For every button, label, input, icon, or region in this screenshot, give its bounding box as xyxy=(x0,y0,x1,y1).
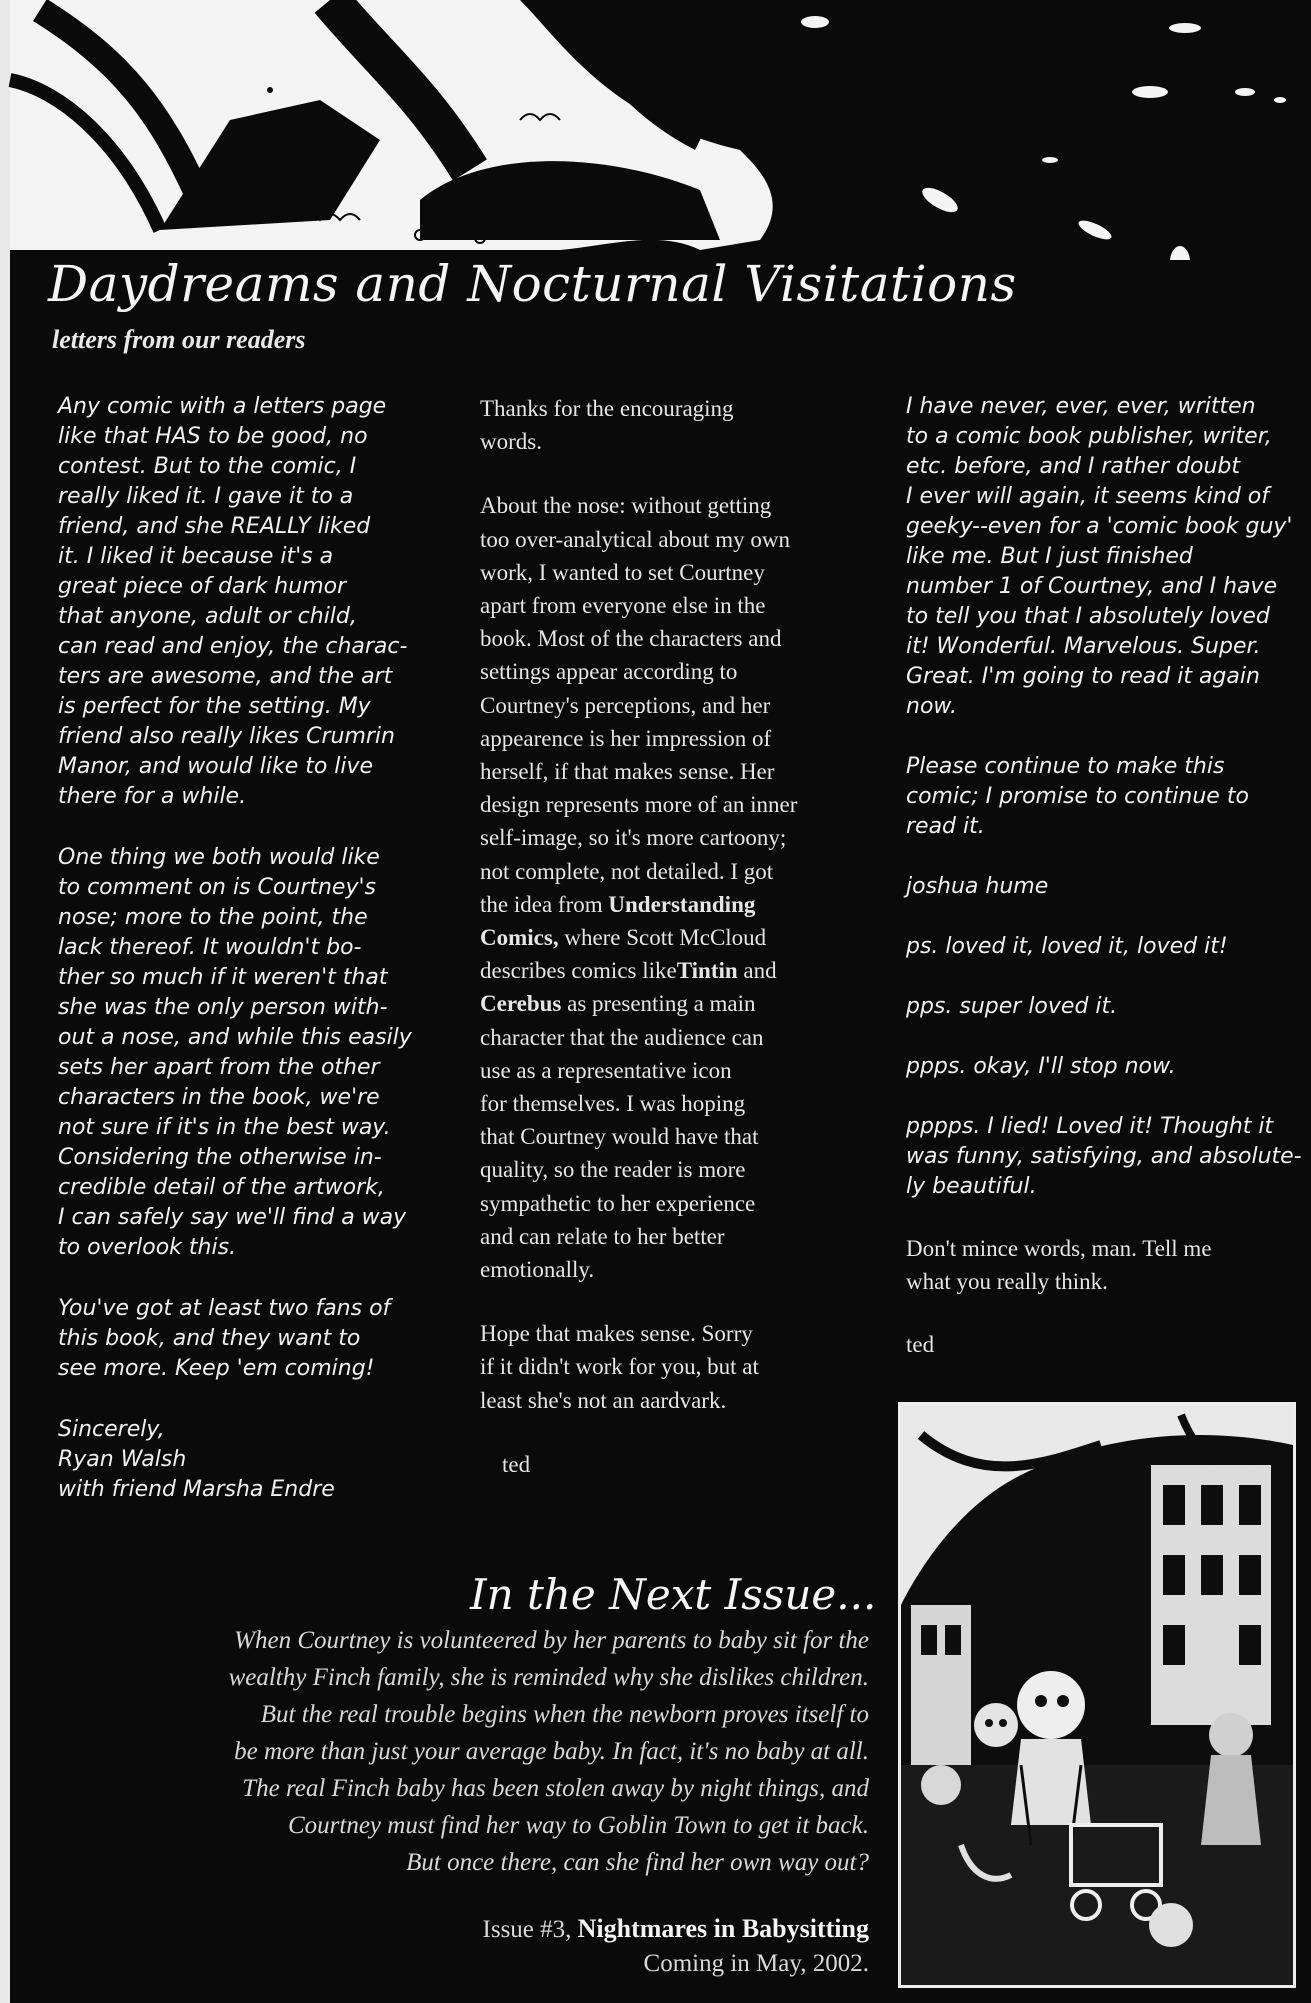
letter-paragraph: Please continue to make this comic; I promise to continue to read it. xyxy=(906,754,1249,839)
issue-label: Issue #3, xyxy=(482,1916,572,1943)
postscript: ppps. okay, I'll stop now. xyxy=(906,1054,1176,1079)
next-issue-blurb xyxy=(69,1622,869,1881)
letter-paragraph: I have never, ever, ever, written to a comic book publisher, writer, etc. before, and I rather doubt I ever will again, it seems kind of geeky--even for a 'comic book guy' like me. But I just finished number 1 of Courtney, and I have to tell you that I absolutely loved it! Wonderful. Marvelous. Super. Great. I'm going to read it again now. xyxy=(906,394,1293,719)
page-edge xyxy=(0,0,10,2003)
signature-name: joshua hume xyxy=(906,874,1049,899)
reply-paragraph: Don't mince words, man. Tell me what you really think. xyxy=(906,1236,1212,1294)
reply-text: About the nose: without getting too over-analytical about my own work, I wanted to set Courtney apart from everyone else in the book. Most of the characters and settings appear according to Courtney's perceptions, and her appearence is her impression of herself, if that makes sense. Her design represents more of an inner self-image, so it's more cartoony; not complete, not detailed. I got the idea from xyxy=(480,493,798,917)
blurb-line: But once there, can she find her own way out? xyxy=(406,1849,869,1876)
blurb-line: wealthy Finch family, she is reminded why she dislikes children. xyxy=(228,1664,869,1691)
reply-paragraph: Thanks for the encouraging words. xyxy=(480,396,734,455)
goblin-town-illustration-icon xyxy=(901,1405,1293,1985)
sign-off: Sincerely, xyxy=(58,1417,165,1442)
reply-signature: ted xyxy=(906,1332,935,1357)
blurb-line: The real Finch baby has been stolen away by night things, and xyxy=(242,1775,869,1802)
book-title: Cerebus xyxy=(480,991,562,1017)
postscript: pppps. I lied! Loved it! Thought it was funny, satisfying, and absolute- ly beautiful. xyxy=(906,1114,1302,1199)
letter-paragraph: Any comic with a letters page like that HAS to be good, no contest. But to the comic, I really liked it. I gave it to a friend, and she REALLY liked it. I liked it because it's a great piece of dark humor that anyone, adult or child, can read and enjoy, the charac- ters are awesome, and the art is perfect for the setting. My friend also really likes Crumrin Manor, and would like to live there for a while. xyxy=(58,394,408,809)
reply-paragraph xyxy=(480,489,880,1286)
blurb-line: Courtney must find her way to Goblin Town to get it back. xyxy=(287,1812,869,1839)
editor-reply-1 xyxy=(480,392,880,1512)
blurb-line: But the real trouble begins when the newborn proves itself to xyxy=(260,1701,869,1728)
signature-friend: with friend Marsha Endre xyxy=(58,1477,335,1502)
reply-text: and xyxy=(743,958,777,984)
postscript: ps. loved it, loved it, loved it! xyxy=(906,934,1228,959)
signature-name: Ryan Walsh xyxy=(58,1447,187,1472)
book-title: Tintin xyxy=(676,958,738,984)
release-date: Coming in May, 2002. xyxy=(643,1950,869,1977)
reply-signature: ted xyxy=(502,1451,531,1477)
page-title: Daydreams and Nocturnal Visitations xyxy=(48,255,1017,313)
goblin-town-panel xyxy=(898,1402,1296,1988)
book-title: Understanding Comics, xyxy=(480,891,756,951)
postscript: pps. super loved it. xyxy=(906,994,1118,1019)
letter-paragraph: One thing we both would like to comment on is Courtney's nose; more to the point, the lack thereof. It wouldn't bo- ther so much if it weren't that she was the only person with- out a nose, and while this easily sets her apart from the other characters in the book, we're not sure if it's in the best way. Considering the otherwise in- credible detail of the artwork, I can safely say we'll find a way to overlook this. xyxy=(58,845,412,1260)
letter-joshua-hume xyxy=(906,392,1311,1391)
next-issue-heading: In the Next Issue... xyxy=(470,1570,877,1619)
page-subtitle: letters from our readers xyxy=(52,325,306,354)
forest-header-illustration-icon xyxy=(0,0,1311,260)
letter-ryan-walsh xyxy=(58,392,450,1505)
next-issue-info xyxy=(483,1912,869,1981)
letter-signature xyxy=(58,1415,450,1505)
letter-paragraph: You've got at least two fans of this book, and they want to see more. Keep 'em coming! xyxy=(58,1296,391,1381)
reply-paragraph: Hope that makes sense. Sorry if it didn't work for you, but at least she's not an aardvark. xyxy=(480,1321,759,1413)
blurb-line: be more than just your average baby. In fact, it's no baby at all. xyxy=(234,1738,869,1765)
reply-text: as presenting a main character that the audience can use as a representative icon for themselves. I was hoping that Courtney would have that quality, so the reader is more sympathetic to her experience and can relate to her better emotionally. xyxy=(480,991,764,1283)
issue-title: Nightmares in Babysitting xyxy=(577,1914,869,1943)
reply-text: where Scott McCloud describes comics like xyxy=(480,925,767,984)
blurb-line: When Courtney is volunteered by her parents to baby sit for the xyxy=(234,1627,869,1654)
